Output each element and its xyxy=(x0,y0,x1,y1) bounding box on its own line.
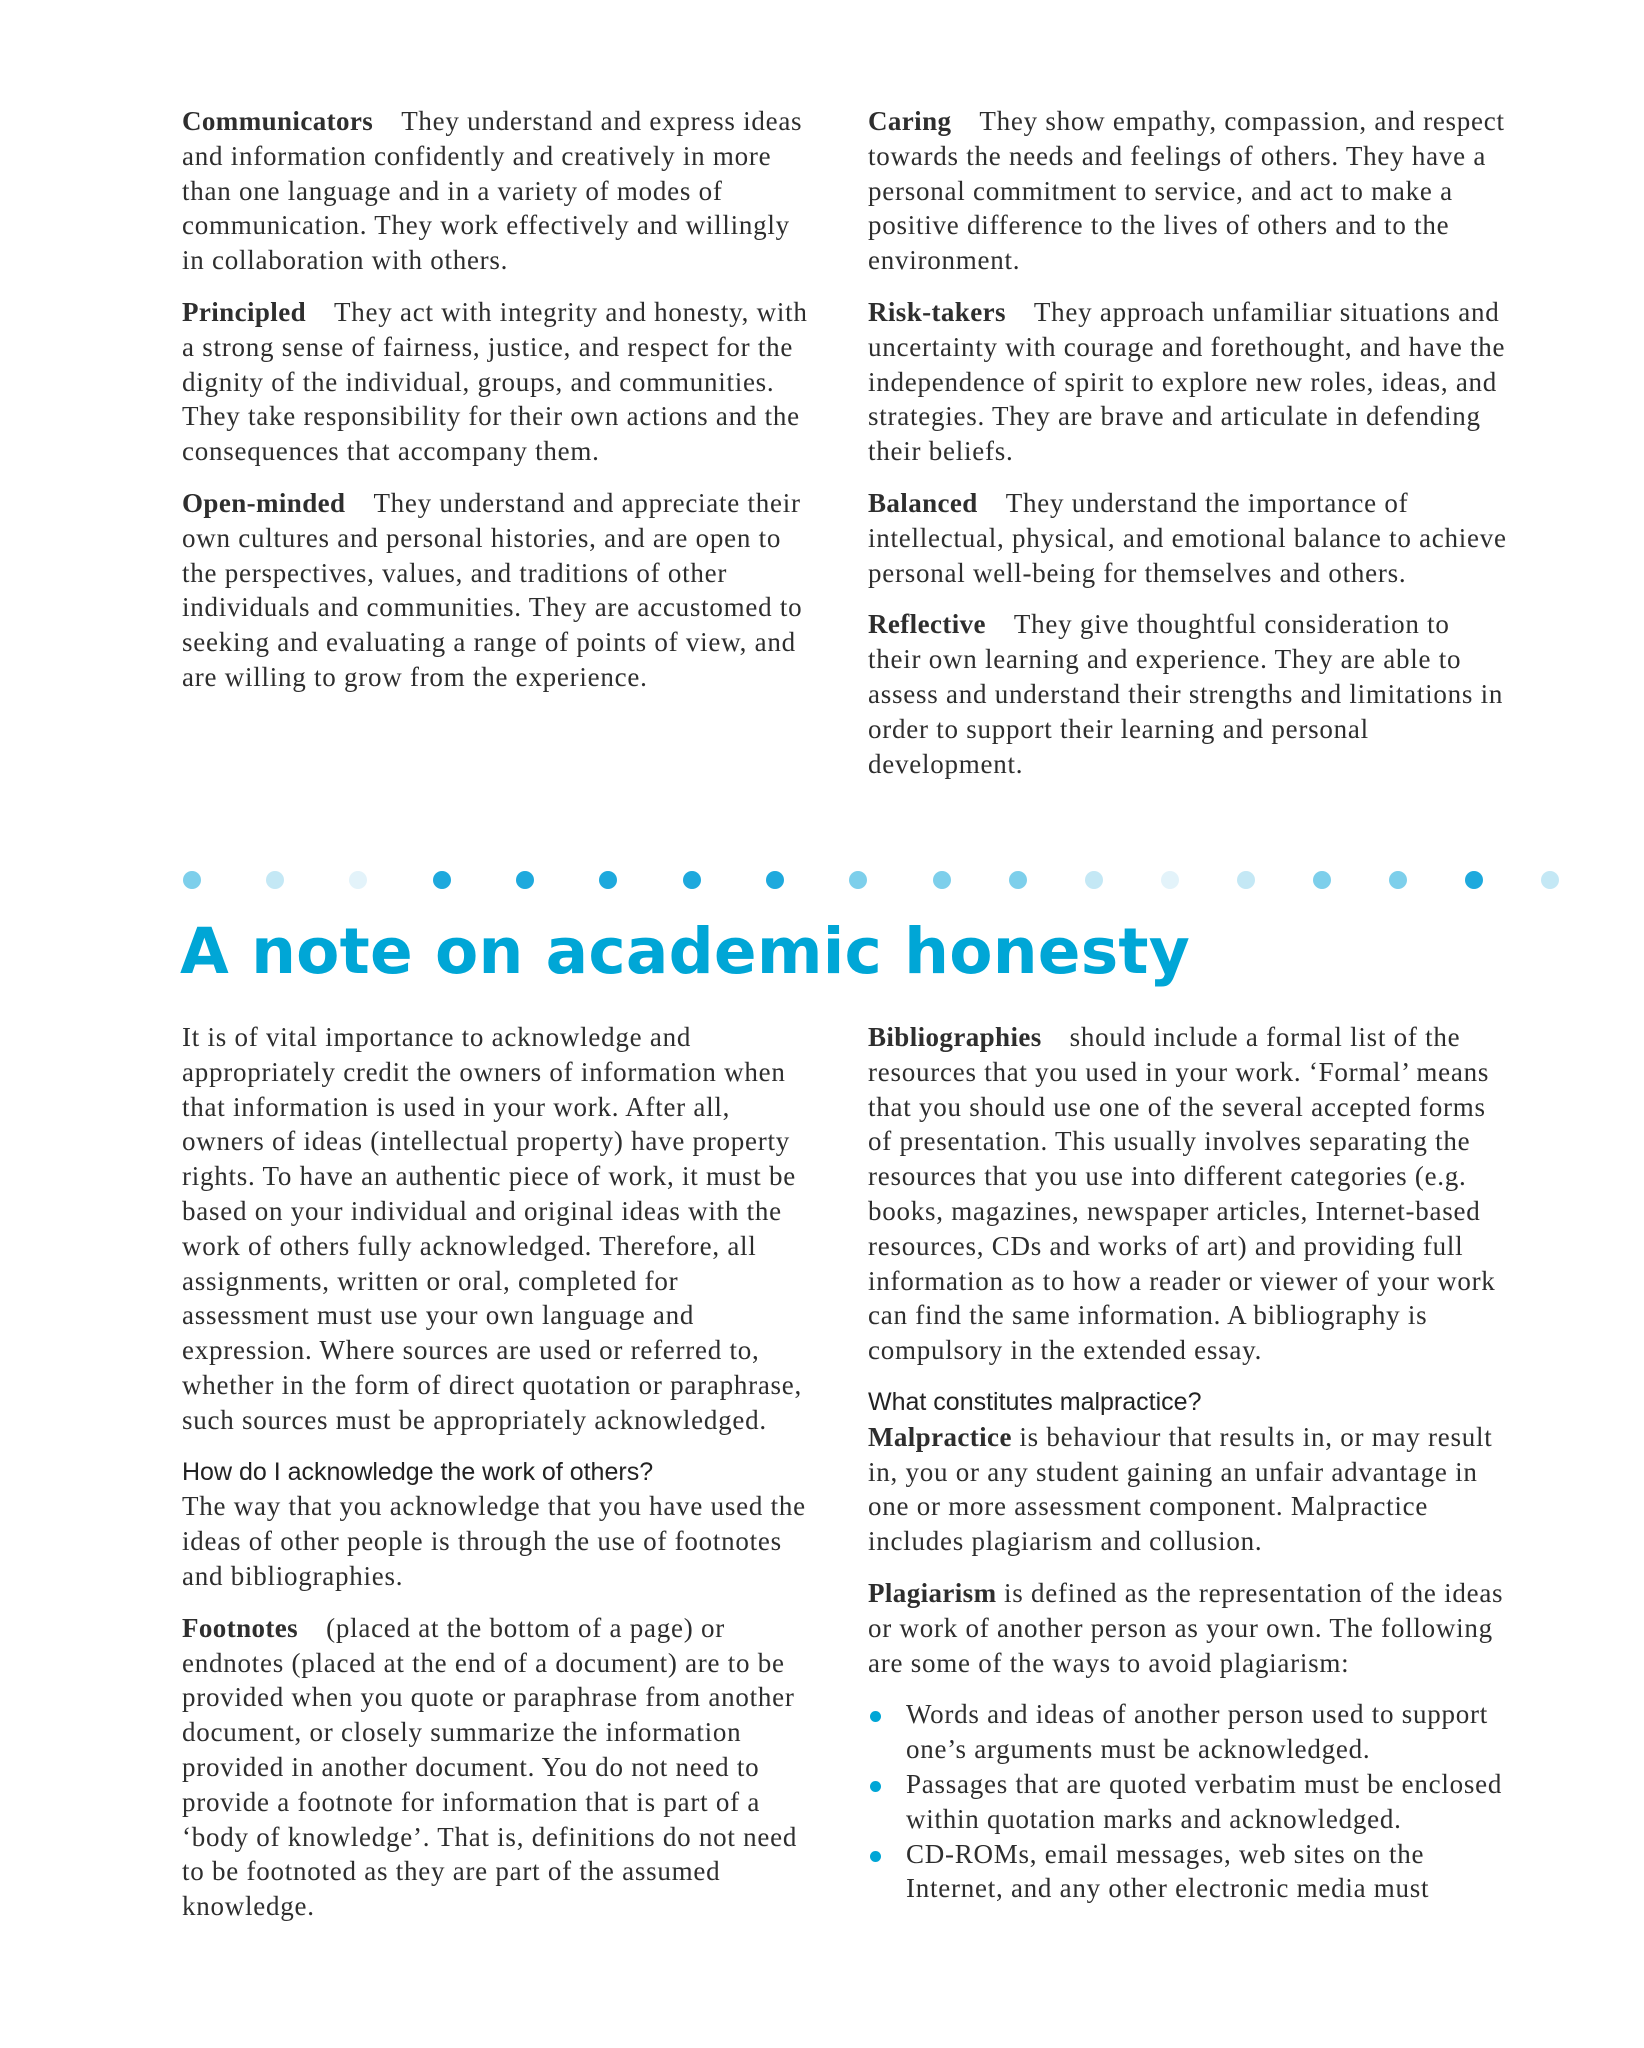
text-caring: They show empathy, compassion, and respect towards the needs and feelings of others. They have a personal commitment to service, and act to make a positive difference to the lives of others and to the environment. xyxy=(868,106,1505,276)
honesty-left-column xyxy=(182,1020,812,1941)
acknowledge-text: The way that you acknowledge that you have used the ideas of other people is through the use of footnotes and bibliographies. xyxy=(182,1491,806,1591)
divider-dot xyxy=(1389,871,1407,889)
divider-dot xyxy=(349,871,367,889)
text-principled: They act with integrity and honesty, with a strong sense of fairness, justice, and respect for the dignity of the individual, groups, and communities. They take responsibility for their own actions and the consequences that accompany them. xyxy=(182,296,808,467)
bullet-dot-icon xyxy=(870,1851,881,1862)
acknowledge-heading: How do I acknowledge the work of others? xyxy=(182,1457,654,1486)
divider-dot xyxy=(683,871,701,889)
term-balanced: Balanced xyxy=(868,487,978,518)
divider-dot xyxy=(1465,871,1483,889)
bibliographies-paragraph xyxy=(868,1020,1508,1368)
term-risk-takers: Risk-takers xyxy=(868,296,1006,327)
text-balanced: They understand the importance of intellectual, physical, and emotional balance to achieve personal well-being for themselves and others. xyxy=(868,487,1507,588)
term-caring: Caring xyxy=(868,106,952,136)
malpractice-heading: What constitutes malpractice? xyxy=(868,1387,1202,1416)
text-communicators: They understand and express ideas and information confidently and creatively in more than one language and in a variety of modes of communication. They work effectively and willingly in collaboration with others. xyxy=(182,106,803,276)
divider-dot xyxy=(933,871,951,889)
list-item xyxy=(868,1697,1508,1767)
divider-dot xyxy=(1009,871,1027,889)
bullet-text: CD-ROMs, email messages, web sites on the Internet, and any other electronic media must xyxy=(906,1838,1430,1904)
bullet-dot-icon xyxy=(870,1711,881,1722)
profile-left-column xyxy=(182,104,812,712)
divider-dot xyxy=(1161,871,1179,889)
term-malpractice: Malpractice xyxy=(868,1421,1012,1452)
plagiarism-text: is defined as the representation of the ideas or work of another person as your own. The following are some of the ways to avoid plagiarism: xyxy=(868,1577,1504,1678)
malpractice-text: is behaviour that results in, or may result in, you or any student gaining an unfair advantage in one or more assessment component. Malpractice includes plagiarism and collusion. xyxy=(868,1421,1493,1557)
honesty-right-column xyxy=(868,1020,1508,1906)
profile-paragraph-risk-takers xyxy=(868,295,1508,469)
text-reflective: They give thoughtful consideration to their own learning and experience. They are able to assess and understand their strengths and limitations in order to support their learning and personal development. xyxy=(868,609,1504,779)
profile-paragraph-balanced xyxy=(868,486,1508,590)
divider-dot xyxy=(516,871,534,889)
bullet-text: Passages that are quoted verbatim must be enclosed within quotation marks and acknowledged. xyxy=(906,1768,1503,1834)
profile-right-column xyxy=(868,104,1508,798)
bullet-text: Words and ideas of another person used to support one’s arguments must be acknowledged. xyxy=(906,1699,1488,1765)
divider-dot xyxy=(849,871,867,889)
term-reflective: Reflective xyxy=(868,609,986,640)
divider-dot xyxy=(266,871,284,889)
list-item xyxy=(868,1837,1508,1907)
term-bibliographies: Bibliographies xyxy=(868,1022,1042,1052)
term-communicators: Communicators xyxy=(182,106,374,136)
text-open-minded: They understand and appreciate their own cultures and personal histories, and are open to the perspectives, values, and traditions of other individuals and communities. They are accustomed to seeking and evaluating a range of points of view, and are willing to grow from the experience. xyxy=(182,487,803,692)
divider-dot xyxy=(433,871,451,889)
footnotes-text: (placed at the bottom of a page) or endnotes (placed at the end of a document) are to be provided when you quote or paraphrase from another document, or closely summarize the information provided in another document. You do not need to provide a footnote for information that is part of a ‘body of knowledge’. That is, definitions do not need to be footnoted as they are part of the assumed knowledge. xyxy=(182,1612,798,1922)
footnotes-paragraph xyxy=(182,1611,812,1924)
bullet-dot-icon xyxy=(870,1781,881,1792)
honesty-intro: It is of vital importance to acknowledge and appropriately credit the owners of information when that information is used in your work. After all, owners of ideas (intellectual property) have property rights. To have an authentic piece of work, it must be based on your individual and original ideas with the work of others fully acknowledged. Therefore, all assignments, written or oral, completed for assessment must use your own language and expression. Where sources are used or referred to, whether in the form of direct quotation or paraphrase, such sources must be appropriately acknowledged. xyxy=(182,1022,803,1435)
divider-dot xyxy=(1313,871,1331,889)
profile-paragraph-caring xyxy=(868,104,1508,278)
profile-paragraph-principled xyxy=(182,295,812,469)
term-open-minded: Open-minded xyxy=(182,487,346,518)
divider-dot xyxy=(183,871,201,889)
list-item xyxy=(868,1767,1508,1837)
section-title: A note on academic honesty xyxy=(180,915,1190,988)
plagiarism-bullet-list xyxy=(868,1697,1508,1906)
plagiarism-paragraph xyxy=(868,1576,1508,1680)
profile-paragraph-open-minded xyxy=(182,486,812,695)
term-plagiarism: Plagiarism xyxy=(868,1577,997,1608)
divider-dot xyxy=(599,871,617,889)
text-risk-takers: They approach unfamiliar situations and uncertainty with courage and forethought, and have the independence of spirit to explore new roles, ideas, and strategies. They are brave and articulate in defending their beliefs. xyxy=(868,296,1506,467)
divider-dot xyxy=(1541,871,1559,889)
profile-paragraph-reflective xyxy=(868,607,1508,781)
term-footnotes: Footnotes xyxy=(182,1612,299,1643)
profile-paragraph-communicators xyxy=(182,104,812,278)
dotted-divider xyxy=(0,868,1644,892)
divider-dot xyxy=(1237,871,1255,889)
term-principled: Principled xyxy=(182,296,306,327)
divider-dot xyxy=(766,871,784,889)
divider-dot xyxy=(1085,871,1103,889)
bibliographies-text: should include a formal list of the resources that you used in your work. ‘Formal’ means that you should use one of the several accepted forms of presentation. This usually involves separating the resources that you use into different categories (e.g. books, magazines, newspaper articles, Internet-based resources, CDs and works of art) and providing full information as to how a reader or viewer of your work can find the same information. A bibliography is compulsory in the extended essay. xyxy=(868,1022,1496,1366)
malpractice-paragraph xyxy=(868,1420,1508,1559)
